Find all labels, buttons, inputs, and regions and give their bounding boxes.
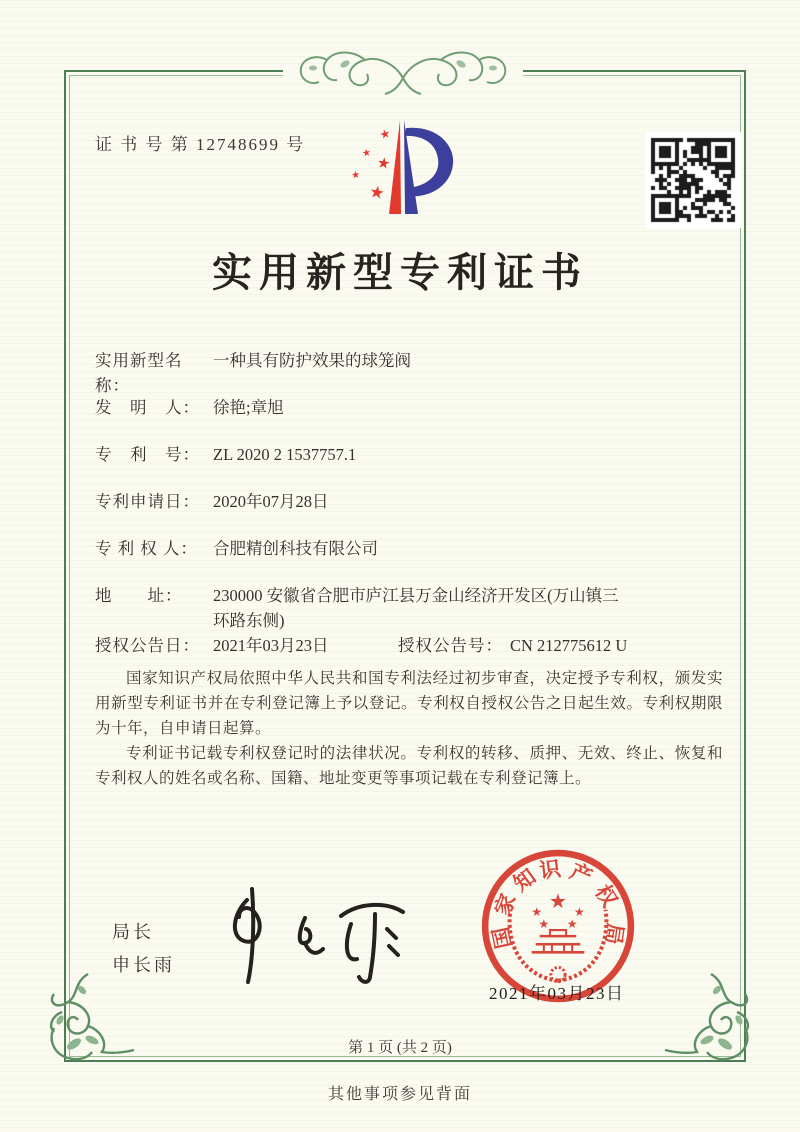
field-label: 专利申请日： (95, 492, 200, 511)
svg-text:知: 知 (509, 864, 541, 897)
certificate-number: 证 书 号 第 12748699 号 (95, 135, 306, 154)
field-row-grant (95, 633, 735, 658)
grant-number-pair (398, 633, 627, 658)
field-label: 专 利 号： (95, 445, 200, 464)
svg-text:识: 识 (537, 856, 563, 884)
field-value: ZL 2020 2 1537757.1 (213, 445, 357, 464)
svg-text:★: ★ (566, 917, 578, 932)
field-value: 2021年03月23日 (213, 636, 329, 655)
field-value: 2020年07月28日 (213, 492, 329, 511)
svg-text:★: ★ (548, 888, 568, 913)
svg-text:★: ★ (573, 904, 585, 919)
field-row-address (95, 583, 735, 633)
field-label: 授权公告日： (95, 636, 200, 655)
qr-code (645, 132, 741, 228)
legal-text (95, 666, 723, 791)
field-row-name (95, 348, 735, 398)
field-row-patent-no (95, 442, 735, 467)
svg-text:★: ★ (378, 126, 392, 143)
field-label: 发 明 人： (95, 398, 200, 417)
field-label: 地 址： (95, 586, 183, 605)
field-value: 一种具有防护效果的球笼阀 (213, 351, 411, 370)
back-side-note: 其他事项参见背面 (327, 1086, 472, 1103)
page-number: 第 1 页 (共 2 页) (348, 1040, 452, 1056)
field-value: 230000 安徽省合肥市庐江县万金山经济开发区(万山镇三环路东侧) (213, 586, 619, 630)
svg-text:★: ★ (375, 153, 392, 173)
svg-text:家: 家 (490, 890, 521, 920)
commissioner-name: 申长雨 (112, 955, 175, 975)
svg-text:产: 产 (566, 858, 596, 890)
svg-text:★: ★ (531, 904, 543, 919)
field-value: 合肥精创科技有限公司 (213, 539, 378, 558)
field-row-filing-date (95, 489, 735, 514)
field-label: 授权公告号： (398, 636, 503, 655)
top-scrollwork-ornament-icon (283, 44, 523, 100)
legal-paragraph-1: 国家知识产权局依照中华人民共和国专利法经过初步审查，决定授予专利权，颁发实用新型专利证书并在专利登记簿上予以登记。专利权自授权公告之日起生效。专利权期限为十年，自申请日起算。 (95, 670, 723, 737)
bottom-left-flourish-icon (44, 968, 136, 1064)
field-value: 徐艳;章旭 (213, 398, 284, 417)
field-value: CN 212775612 U (510, 636, 628, 655)
svg-text:局: 局 (600, 921, 628, 947)
svg-text:★: ★ (367, 181, 387, 205)
certificate-title: 实用新型专利证书 (212, 250, 588, 295)
commissioner-title: 局长 (112, 922, 154, 942)
cnipa-patent-logo-icon (338, 112, 468, 224)
field-row-inventor (95, 395, 735, 420)
svg-text:★: ★ (538, 917, 550, 932)
commissioner-handwritten-signature-icon (213, 884, 428, 988)
field-row-patentee (95, 536, 735, 561)
seal-date: 2021年03月23日 (489, 984, 625, 1003)
field-label: 专 利 权 人： (95, 539, 198, 558)
svg-text:★: ★ (361, 147, 372, 160)
svg-text:国: 国 (488, 924, 517, 951)
legal-paragraph-2: 专利证书记载专利权登记时的法律状况。专利权的转移、质押、无效、终止、恢复和专利权人的姓名或名称、国籍、地址变更等事项记载在专利登记簿上。 (95, 745, 723, 787)
svg-text:权: 权 (590, 880, 622, 912)
bottom-right-flourish-icon (663, 968, 755, 1064)
field-label: 实用新型名称： (95, 351, 183, 395)
svg-text:★: ★ (350, 169, 361, 182)
